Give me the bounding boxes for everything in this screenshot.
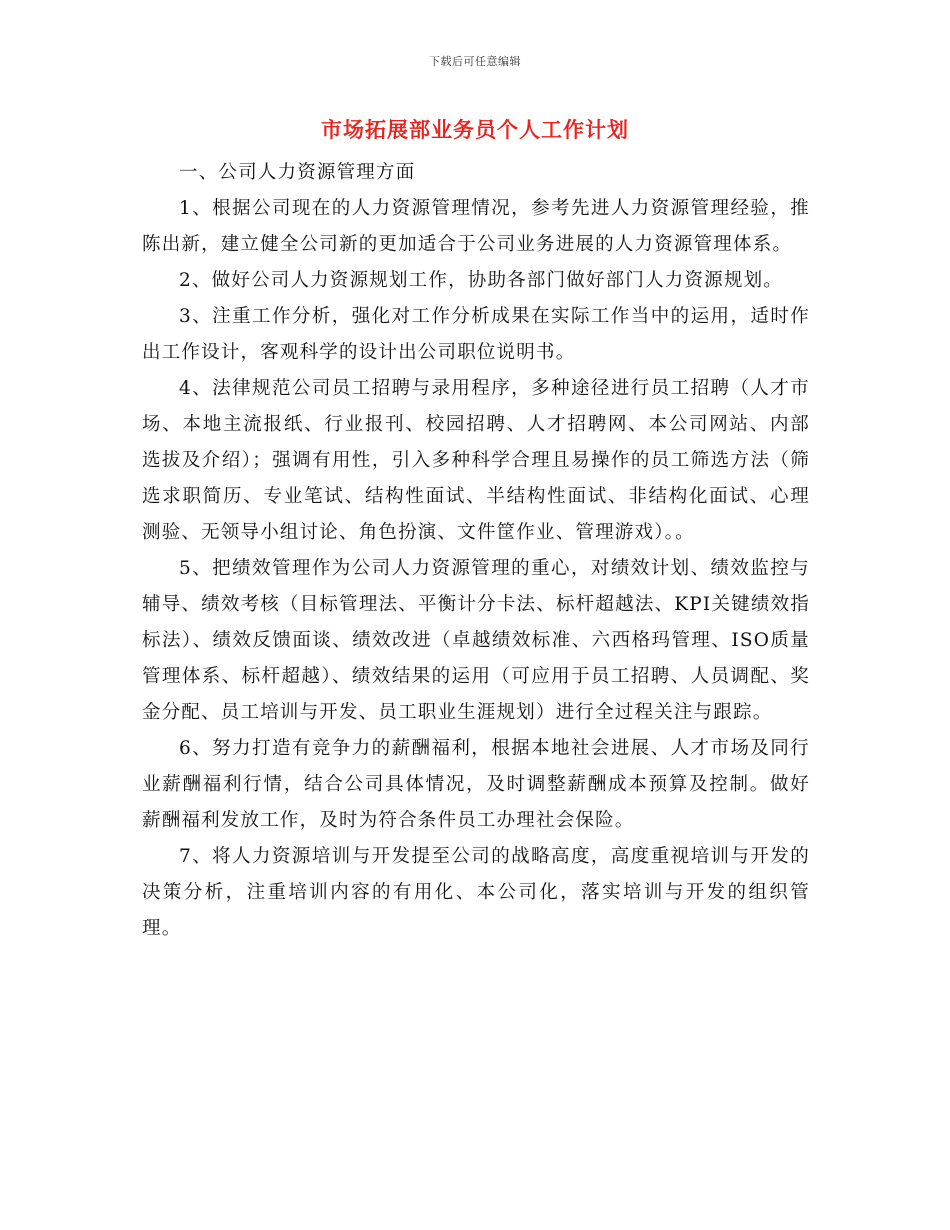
paragraph-item-5: 5、把绩效管理作为公司人力资源管理的重心，对绩效计划、绩效监控与辅导、绩效考核（目标管理法、平衡计分卡法、标杆超越法、KPI关键绩效指标法）、绩效反馈面谈、绩效改进（卓越绩效标准、六西格玛管理、ISO质量管理体系、标杆超越）、绩效结果的运用（可应用于员工招聘、人员调配、奖金分配、员工培训与开发、员工职业生涯规划）进行全过程关注与跟踪。 bbox=[142, 558, 810, 723]
document-title: 市场拓展部业务员个人工作计划 bbox=[321, 118, 629, 142]
header-note: 下载后可任意编辑 bbox=[429, 55, 521, 68]
section-heading: 一、公司人力资源管理方面 bbox=[179, 162, 416, 183]
paragraph-item-7: 7、将人力资源培训与开发提至公司的战略高度，高度重视培训与开发的决策分析，注重培训内容的有用化、本公司化，落实培训与开发的组织管理。 bbox=[142, 846, 810, 939]
paragraph-item-2: 2、做好公司人力资源规划工作，协助各部门做好部门人力资源规划。 bbox=[179, 270, 783, 291]
paragraph-item-1: 1、根据公司现在的人力资源管理情况，参考先进人力资源管理经验，推陈出新，建立健全公司新的更加适合于公司业务进展的人力资源管理体系。 bbox=[142, 198, 810, 255]
paragraph-item-6: 6、努力打造有竞争力的薪酬福利，根据本地社会进展、人才市场及同行业薪酬福利行情，结合公司具体情况，及时调整薪酬成本预算及控制。做好薪酬福利发放工作，及时为符合条件员工办理社会保险。 bbox=[142, 738, 810, 831]
paragraph-item-4: 4、法律规范公司员工招聘与录用程序，多种途径进行员工招聘（人才市场、本地主流报纸、行业报刊、校园招聘、人才招聘网、本公司网站、内部选拔及介绍）；强调有用性，引入多种科学合理且易操作的员工筛选方法（筛选求职简历、专业笔试、结构性面试、半结构性面试、非结构化面试、心理测验、无领导小组讨论、角色扮演、文件筐作业、管理游戏）。。 bbox=[142, 378, 810, 543]
document-body bbox=[142, 155, 810, 947]
paragraph-item-3: 3、注重工作分析，强化对工作分析成果在实际工作当中的运用，适时作出工作设计，客观科学的设计出公司职位说明书。 bbox=[142, 306, 810, 363]
